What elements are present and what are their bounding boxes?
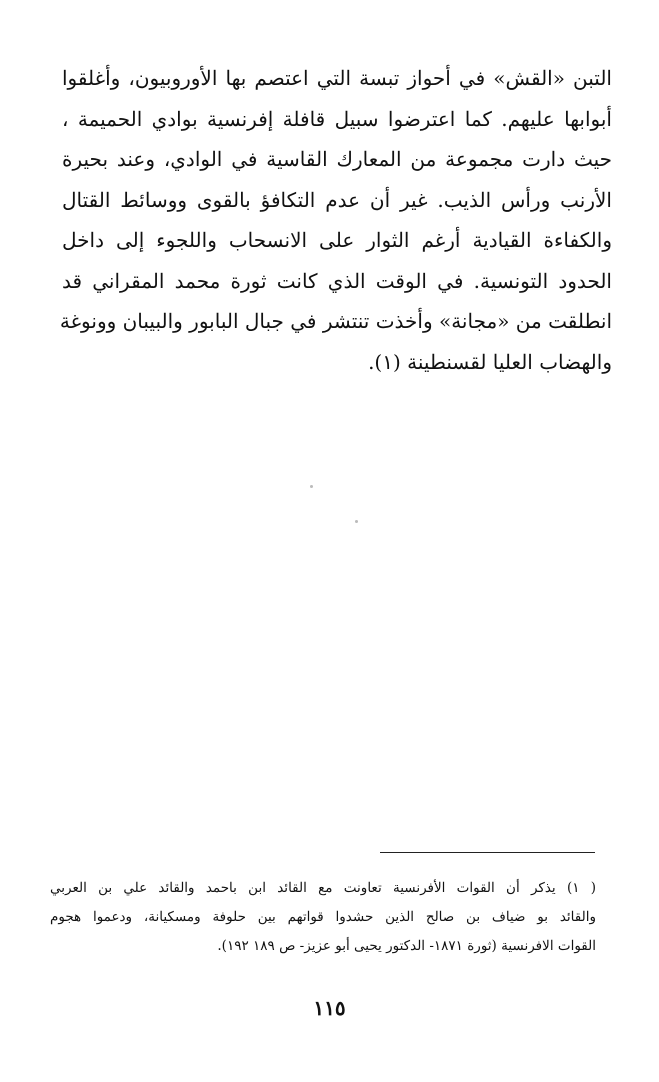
footnote-line: القوات الافرنسية (ثورة ١٨٧١- الدكتور يحيى أبو عزيز- ص ١٨٩ ١٩٢).	[217, 938, 596, 954]
footnote-line: ( ١) يذكر أن القوات الأفرنسية تعاونت مع القائد ابن باحمد والقائد علي بن العربي	[50, 880, 597, 896]
page-number: ١١٥	[313, 996, 346, 1020]
main-paragraph	[59, 58, 612, 382]
footnote-separator	[380, 852, 595, 853]
paragraph-line: التبن «القش» في أحواز تبسة التي اعتصم بها الأوروبيون، وأغلقوا	[62, 66, 612, 90]
footnote-block	[50, 874, 596, 961]
paragraph-line: انطلقت من «مجانة» وأخذت تنتشر في جبال البابور والبيبان وونوغة	[59, 309, 612, 333]
footnote-line: والقائد بو ضياف بن صالح الذين حشدوا قواتهم بين حلوفة ومسكيانة، ودعموا هجوم	[50, 909, 596, 925]
scan-speck	[310, 485, 313, 488]
paragraph-line: والكفاءة القيادية أرغم الثوار على الانسحاب واللجوء إلى داخل	[62, 228, 612, 252]
paragraph-line: أبوابها عليهم. كما اعترضوا سبيل قافلة إفرنسية بوادي الحميمة ،	[62, 106, 612, 131]
scan-speck	[355, 520, 358, 523]
paragraph-line: حيث دارت مجموعة من المعارك القاسية في الوادي، وعند بحيرة	[62, 147, 612, 171]
paragraph-line: الأرنب ورأس الذيب. غير أن عدم التكافؤ بالقوى ووسائط القتال	[62, 187, 612, 212]
paragraph-line: الحدود التونسية. في الوقت الذي كانت ثورة محمد المقراني قد	[62, 268, 612, 293]
paragraph-line: والهضاب العليا لقسنطينة (١).	[368, 349, 612, 374]
